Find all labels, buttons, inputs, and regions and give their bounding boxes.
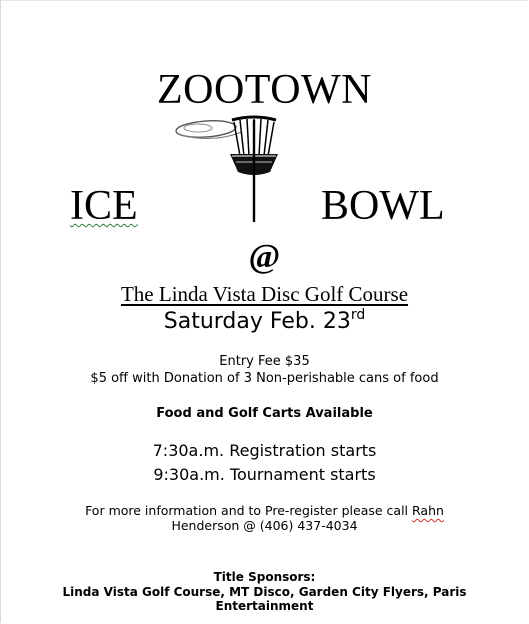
title-ice [70, 182, 138, 230]
at-symbol: @ [248, 238, 281, 275]
entry-fee: Entry Fee $35 [219, 354, 310, 369]
sponsors-list-line1: Linda Vista Golf Course, MT Disco, Garden City Flyers, Paris [62, 585, 467, 599]
sponsors-heading: Title Sponsors: [213, 570, 316, 584]
food-carts-notice: Food and Golf Carts Available [156, 406, 373, 421]
contact-info-line1 [0, 503, 529, 518]
title-ice-text: ICE [70, 183, 138, 229]
event-date [0, 307, 529, 334]
date-suffix: rd [350, 307, 366, 323]
disc-golf-basket-icon [170, 112, 320, 224]
contact-info-line2: Henderson @ (406) 437-4034 [171, 518, 358, 533]
food-donation-discount: $5 off with Donation of 3 Non-perishable cans of food [90, 371, 439, 386]
tournament-time: 9:30a.m. Tournament starts [153, 465, 376, 484]
venue-text: The Linda Vista Disc Golf Course [120, 282, 409, 306]
title-zootown: ZOOTOWN [156, 67, 373, 113]
title-bowl: BOWL [321, 183, 445, 229]
sponsors-list-line2: Entertainment [215, 599, 314, 613]
date-main: Saturday Feb. 23 [163, 309, 351, 334]
contact-prefix: For more information and to Pre-register please call [85, 503, 412, 518]
contact-name: Rahn [412, 503, 444, 518]
registration-time: 7:30a.m. Registration starts [152, 441, 377, 460]
venue-name [0, 282, 529, 307]
